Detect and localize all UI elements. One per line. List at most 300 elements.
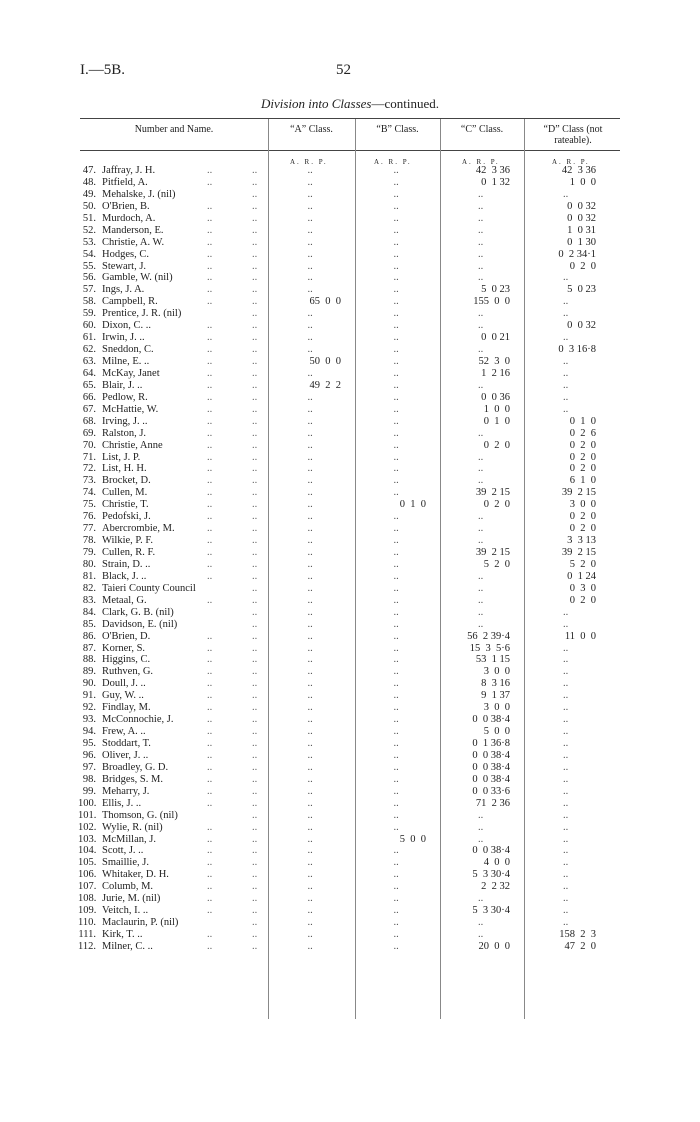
leader-dots: ..: [207, 344, 213, 356]
table-row: [0, 643, 700, 655]
row-number: 69.: [82, 427, 96, 439]
row-name: Abercrombie, M.: [102, 523, 175, 535]
cell-a: ..: [307, 320, 313, 332]
leader-dots: ..: [207, 415, 213, 427]
leader-dots: ..: [252, 905, 258, 917]
table-row: [0, 929, 700, 941]
row-name: Findlay, M.: [102, 702, 151, 714]
cell-b: ..: [393, 761, 399, 773]
cell-b: ..: [393, 678, 399, 690]
cell-d: ..: [563, 296, 569, 308]
cell-a: ..: [307, 284, 313, 296]
leader-dots: ..: [207, 403, 213, 415]
cell-d: 0 3 16·8: [558, 344, 596, 356]
table-row: [0, 738, 700, 750]
cell-a: ..: [307, 929, 313, 940]
cell-a: ..: [307, 893, 313, 905]
leader-dots: ..: [207, 487, 213, 499]
cell-d: 0 1 24: [567, 570, 596, 582]
table-row: [0, 893, 700, 905]
leader-dots: ..: [252, 320, 258, 332]
leader-dots: ..: [252, 809, 258, 821]
cell-b: ..: [393, 236, 399, 248]
cell-c: 0 2 0: [483, 439, 510, 451]
row-name: Black, J. ..: [102, 570, 147, 582]
leader-dots: ..: [207, 929, 213, 940]
leader-dots: ..: [252, 188, 258, 200]
leader-dots: ..: [252, 893, 258, 905]
cell-d: ..: [563, 881, 569, 893]
cell-a: ..: [307, 726, 313, 738]
cell-a: ..: [307, 630, 313, 642]
row-number: 52.: [82, 224, 96, 236]
row-name: Jurie, M. (nil): [102, 893, 161, 905]
leader-dots: ..: [252, 606, 258, 618]
cell-d: 6 1 0: [569, 475, 596, 487]
cell-d: ..: [563, 809, 569, 821]
cell-a: ..: [307, 427, 313, 439]
leader-dots: ..: [207, 547, 213, 558]
cell-c: 5 0 23: [481, 284, 510, 296]
cell-a: ..: [307, 475, 313, 487]
table-row: [0, 320, 700, 332]
cell-b: ..: [393, 403, 399, 415]
cell-d: ..: [563, 845, 569, 857]
row-number: 80.: [82, 558, 96, 570]
table-subtitle: [0, 96, 700, 112]
row-number: 49.: [82, 188, 96, 200]
row-name: Pedofski, J.: [102, 511, 151, 523]
cell-a: ..: [307, 511, 313, 523]
page-header-ref: I.—5B.: [80, 62, 125, 78]
cell-c: ..: [478, 618, 484, 630]
cell-d: ..: [563, 391, 569, 403]
cell-b: ..: [393, 260, 399, 272]
cell-a: ..: [307, 224, 313, 236]
leader-dots: ..: [207, 642, 213, 654]
row-name: Gamble, W. (nil): [102, 272, 173, 284]
cell-b: ..: [393, 367, 399, 379]
cell-d: ..: [563, 905, 569, 917]
leader-dots: ..: [207, 212, 213, 224]
cell-d: 5 2 0: [569, 558, 596, 570]
leader-dots: ..: [207, 248, 213, 260]
row-name: Prentice, J. R. (nil): [102, 308, 182, 320]
leader-dots: ..: [207, 379, 213, 391]
row-number: 85.: [82, 618, 96, 630]
table-row: [0, 726, 700, 738]
cell-c: ..: [478, 917, 484, 929]
cell-d: 1 0 0: [569, 176, 596, 188]
row-name: Christie, A. W.: [102, 236, 165, 248]
cell-c: 0 1 0: [483, 415, 510, 427]
cell-c: 5 3 30·4: [472, 905, 510, 917]
cell-d: ..: [563, 403, 569, 415]
col-header-c: “C” Class.: [460, 124, 504, 135]
leader-dots: ..: [207, 726, 213, 738]
leader-dots: ..: [207, 320, 213, 332]
cell-d: ..: [563, 356, 569, 367]
table-row: [0, 189, 700, 201]
leader-dots: ..: [252, 690, 258, 702]
row-number: 91.: [82, 690, 96, 702]
row-number: 62.: [82, 344, 96, 356]
leader-dots: ..: [252, 618, 258, 630]
row-number: 99.: [82, 785, 96, 797]
leader-dots: ..: [207, 427, 213, 439]
leader-dots: ..: [252, 499, 258, 511]
cell-c: 39 2 15: [475, 547, 510, 558]
unit-label-a: A. R. P.: [290, 158, 328, 166]
subtitle-italic: Division into Classes: [260, 96, 372, 111]
row-name: Metaal, G.: [102, 594, 147, 606]
row-number: 65.: [82, 379, 96, 391]
cell-c: ..: [478, 475, 484, 487]
cell-b: ..: [393, 809, 399, 821]
cell-a: ..: [307, 845, 313, 857]
cell-a: ..: [307, 881, 313, 893]
table-row: [0, 607, 700, 619]
table-row: [0, 380, 700, 392]
table-row: [0, 440, 700, 452]
cell-d: 0 0 32: [567, 212, 596, 224]
row-number: 68.: [82, 415, 96, 427]
cell-c: ..: [478, 344, 484, 356]
cell-d: 0 2 0: [569, 451, 596, 463]
row-number: 109.: [78, 905, 97, 917]
leader-dots: ..: [207, 666, 213, 678]
row-number: 90.: [82, 678, 96, 690]
row-name: Christie, Anne: [102, 439, 163, 451]
cell-a: ..: [307, 690, 313, 702]
subtitle-rest: —continued.: [371, 96, 440, 111]
leader-dots: ..: [207, 857, 213, 869]
leader-dots: ..: [252, 535, 258, 547]
row-name: Doull, J. ..: [102, 678, 146, 690]
row-name: Mehalske, J. (nil): [102, 188, 176, 200]
row-name: Blair, J. ..: [102, 379, 143, 391]
row-name: Milner, C. ..: [102, 940, 153, 952]
cell-d: ..: [563, 308, 569, 320]
cell-a: 49 2 2: [309, 379, 341, 391]
cell-d: 39 2 15: [561, 487, 596, 499]
leader-dots: ..: [207, 535, 213, 547]
leader-dots: ..: [252, 487, 258, 499]
unit-label-d: A. R. P.: [552, 158, 590, 166]
cell-d: ..: [563, 666, 569, 678]
leader-dots: ..: [252, 654, 258, 666]
row-name: Stewart, J.: [102, 260, 147, 272]
cell-a: ..: [307, 558, 313, 570]
leader-dots: ..: [207, 630, 213, 642]
leader-dots: ..: [252, 284, 258, 296]
leader-dots: ..: [207, 761, 213, 773]
leader-dots: ..: [252, 403, 258, 415]
cell-a: ..: [307, 391, 313, 403]
row-number: 98.: [82, 773, 96, 785]
cell-d: 47 2 0: [564, 940, 596, 952]
cell-d: ..: [563, 726, 569, 738]
cell-d: ..: [563, 714, 569, 726]
leader-dots: ..: [252, 475, 258, 487]
table-row: [0, 487, 700, 499]
cell-b: ..: [393, 797, 399, 809]
table-row: [0, 332, 700, 344]
table-row: [0, 428, 700, 440]
cell-a: ..: [307, 260, 313, 272]
table-row: [0, 237, 700, 249]
cell-a: ..: [307, 869, 313, 881]
top-rule: [80, 118, 620, 119]
cell-b: ..: [393, 379, 399, 391]
leader-dots: ..: [252, 523, 258, 535]
row-number: 53.: [82, 236, 96, 248]
cell-b: ..: [393, 284, 399, 296]
leader-dots: ..: [207, 654, 213, 666]
cell-c: ..: [478, 821, 484, 833]
cell-c: 0 0 21: [481, 332, 510, 344]
row-number: 76.: [82, 511, 96, 523]
cell-d: 3 0 0: [569, 499, 596, 511]
cell-a: ..: [307, 165, 313, 176]
row-number: 105.: [78, 857, 97, 869]
cell-d: ..: [563, 690, 569, 702]
cell-d: 42 3 36: [561, 165, 596, 176]
cell-c: ..: [478, 200, 484, 212]
row-name: Brocket, D.: [102, 475, 151, 487]
row-name: Ruthven, G.: [102, 666, 154, 678]
row-number: 82.: [82, 582, 96, 594]
leader-dots: ..: [252, 940, 258, 952]
cell-b: ..: [393, 415, 399, 427]
row-number: 97.: [82, 761, 96, 773]
cell-d: 0 2 0: [569, 260, 596, 272]
cell-b: 0 1 0: [399, 499, 426, 511]
table-body: [0, 165, 700, 953]
cell-c: 2 2 32: [481, 881, 510, 893]
row-number: 84.: [82, 606, 96, 618]
cell-d: ..: [563, 785, 569, 797]
table-row: [0, 762, 700, 774]
cell-c: 0 0 33·6: [472, 785, 510, 797]
row-name: Pedlow, R.: [102, 391, 148, 403]
row-number: 63.: [82, 356, 96, 367]
leader-dots: ..: [252, 272, 258, 284]
cell-c: ..: [478, 188, 484, 200]
cell-b: ..: [393, 857, 399, 869]
leader-dots: ..: [207, 714, 213, 726]
cell-a: ..: [307, 344, 313, 356]
row-number: 96.: [82, 749, 96, 761]
cell-d: ..: [563, 738, 569, 749]
table-row: [0, 881, 700, 893]
leader-dots: ..: [252, 785, 258, 797]
cell-b: ..: [393, 224, 399, 236]
cell-b: ..: [393, 320, 399, 332]
cell-b: ..: [393, 547, 399, 558]
cell-b: ..: [393, 917, 399, 929]
row-number: 86.: [82, 630, 96, 642]
leader-dots: ..: [252, 666, 258, 678]
header-rule: [80, 150, 620, 151]
leader-dots: ..: [252, 594, 258, 606]
cell-d: ..: [563, 332, 569, 344]
leader-dots: ..: [252, 427, 258, 439]
leader-dots: ..: [252, 857, 258, 869]
table-row: [0, 547, 700, 559]
cell-d: 0 2 0: [569, 594, 596, 606]
cell-d: 5 0 23: [567, 284, 596, 296]
cell-d: 158 2 3: [559, 929, 596, 940]
row-name: Guy, W. ..: [102, 690, 144, 702]
cell-a: ..: [307, 272, 313, 284]
cell-a: ..: [307, 582, 313, 594]
leader-dots: ..: [207, 236, 213, 248]
row-number: 101.: [78, 809, 97, 821]
row-name: Davidson, E. (nil): [102, 618, 178, 630]
cell-a: ..: [307, 547, 313, 558]
cell-c: 1 2 16: [481, 367, 510, 379]
cell-d: ..: [563, 606, 569, 618]
cell-a: ..: [307, 463, 313, 475]
table-row: [0, 857, 700, 869]
cell-b: ..: [393, 570, 399, 582]
leader-dots: ..: [207, 499, 213, 511]
cell-d: 0 0 32: [567, 320, 596, 332]
leader-dots: ..: [252, 415, 258, 427]
cell-a: ..: [307, 678, 313, 690]
table-row: [0, 595, 700, 607]
table-row: [0, 810, 700, 822]
leader-dots: ..: [252, 439, 258, 451]
row-name: Stoddart, T.: [102, 738, 151, 749]
table-row: [0, 559, 700, 571]
unit-label-b: A. R. P.: [374, 158, 412, 166]
leader-dots: ..: [252, 917, 258, 929]
row-name: Scott, J. ..: [102, 845, 144, 857]
table-row: [0, 571, 700, 583]
table-row: [0, 201, 700, 213]
table-row: [0, 845, 700, 857]
row-name: McMillan, J.: [102, 833, 156, 845]
cell-b: ..: [393, 773, 399, 785]
row-number: 55.: [82, 260, 96, 272]
table-row: [0, 678, 700, 690]
cell-b: ..: [393, 391, 399, 403]
cell-d: ..: [563, 797, 569, 809]
table-row: [0, 690, 700, 702]
cell-d: 0 1 0: [569, 415, 596, 427]
row-number: 111.: [78, 929, 96, 940]
cell-a: ..: [307, 702, 313, 714]
row-number: 54.: [82, 248, 96, 260]
leader-dots: ..: [207, 690, 213, 702]
leader-dots: ..: [252, 547, 258, 558]
cell-c: 4 0 0: [483, 857, 510, 869]
leader-dots: ..: [252, 236, 258, 248]
cell-b: ..: [393, 427, 399, 439]
cell-b: ..: [393, 594, 399, 606]
table-row: [0, 917, 700, 929]
cell-c: ..: [478, 570, 484, 582]
row-name: Pitfield, A.: [102, 176, 148, 188]
row-name: Dixon, C. ..: [102, 320, 152, 332]
cell-d: ..: [563, 272, 569, 284]
leader-dots: ..: [252, 570, 258, 582]
leader-dots: ..: [207, 678, 213, 690]
cell-b: ..: [393, 821, 399, 833]
row-number: 64.: [82, 367, 96, 379]
row-name: Clark, G. B. (nil): [102, 606, 174, 618]
cell-c: 8 3 16: [481, 678, 510, 690]
row-number: 74.: [82, 487, 96, 499]
row-number: 102.: [78, 821, 97, 833]
cell-d: 3 3 13: [567, 535, 596, 547]
leader-dots: ..: [207, 451, 213, 463]
leader-dots: ..: [207, 200, 213, 212]
leader-dots: ..: [252, 200, 258, 212]
cell-a: ..: [307, 905, 313, 917]
cell-c: 0 0 38·4: [472, 714, 510, 726]
leader-dots: ..: [207, 905, 213, 917]
row-number: 60.: [82, 320, 96, 332]
cell-d: ..: [563, 773, 569, 785]
cell-b: ..: [393, 642, 399, 654]
table-row: [0, 272, 700, 284]
leader-dots: ..: [207, 797, 213, 809]
cell-b: ..: [393, 785, 399, 797]
cell-b: ..: [393, 248, 399, 260]
leader-dots: ..: [207, 475, 213, 487]
cell-d: 11 0 0: [564, 630, 596, 642]
cell-d: 1 0 31: [567, 224, 596, 236]
cell-d: 0 2 0: [569, 523, 596, 535]
cell-a: ..: [307, 200, 313, 212]
cell-b: ..: [393, 618, 399, 630]
row-name: Wylie, R. (nil): [102, 821, 163, 833]
leader-dots: ..: [252, 224, 258, 236]
leader-dots: ..: [207, 356, 213, 367]
row-name: Veitch, I. ..: [102, 905, 149, 917]
leader-dots: ..: [252, 582, 258, 594]
table-row: [0, 714, 700, 726]
cell-b: ..: [393, 272, 399, 284]
row-number: 50.: [82, 200, 96, 212]
cell-b: ..: [393, 929, 399, 940]
row-name: Maclaurin, P. (nil): [102, 917, 179, 929]
leader-dots: ..: [207, 773, 213, 785]
cell-b: ..: [393, 463, 399, 475]
leader-dots: ..: [207, 272, 213, 284]
cell-a: ..: [307, 666, 313, 678]
table-row: [0, 261, 700, 273]
cell-a: 65 0 0: [309, 296, 341, 308]
cell-a: ..: [307, 415, 313, 427]
cell-c: 3 0 0: [483, 666, 510, 678]
table-row: [0, 356, 700, 368]
table-row: [0, 523, 700, 535]
row-name: Irving, J. ..: [102, 415, 148, 427]
leader-dots: ..: [207, 391, 213, 403]
table-row: [0, 631, 700, 643]
table-row: [0, 296, 700, 308]
cell-a: ..: [307, 917, 313, 929]
cell-a: ..: [307, 523, 313, 535]
table-row: [0, 750, 700, 762]
leader-dots: ..: [252, 821, 258, 833]
col-header-d: “D” Class (not rateable).: [543, 124, 603, 146]
table-row: [0, 786, 700, 798]
